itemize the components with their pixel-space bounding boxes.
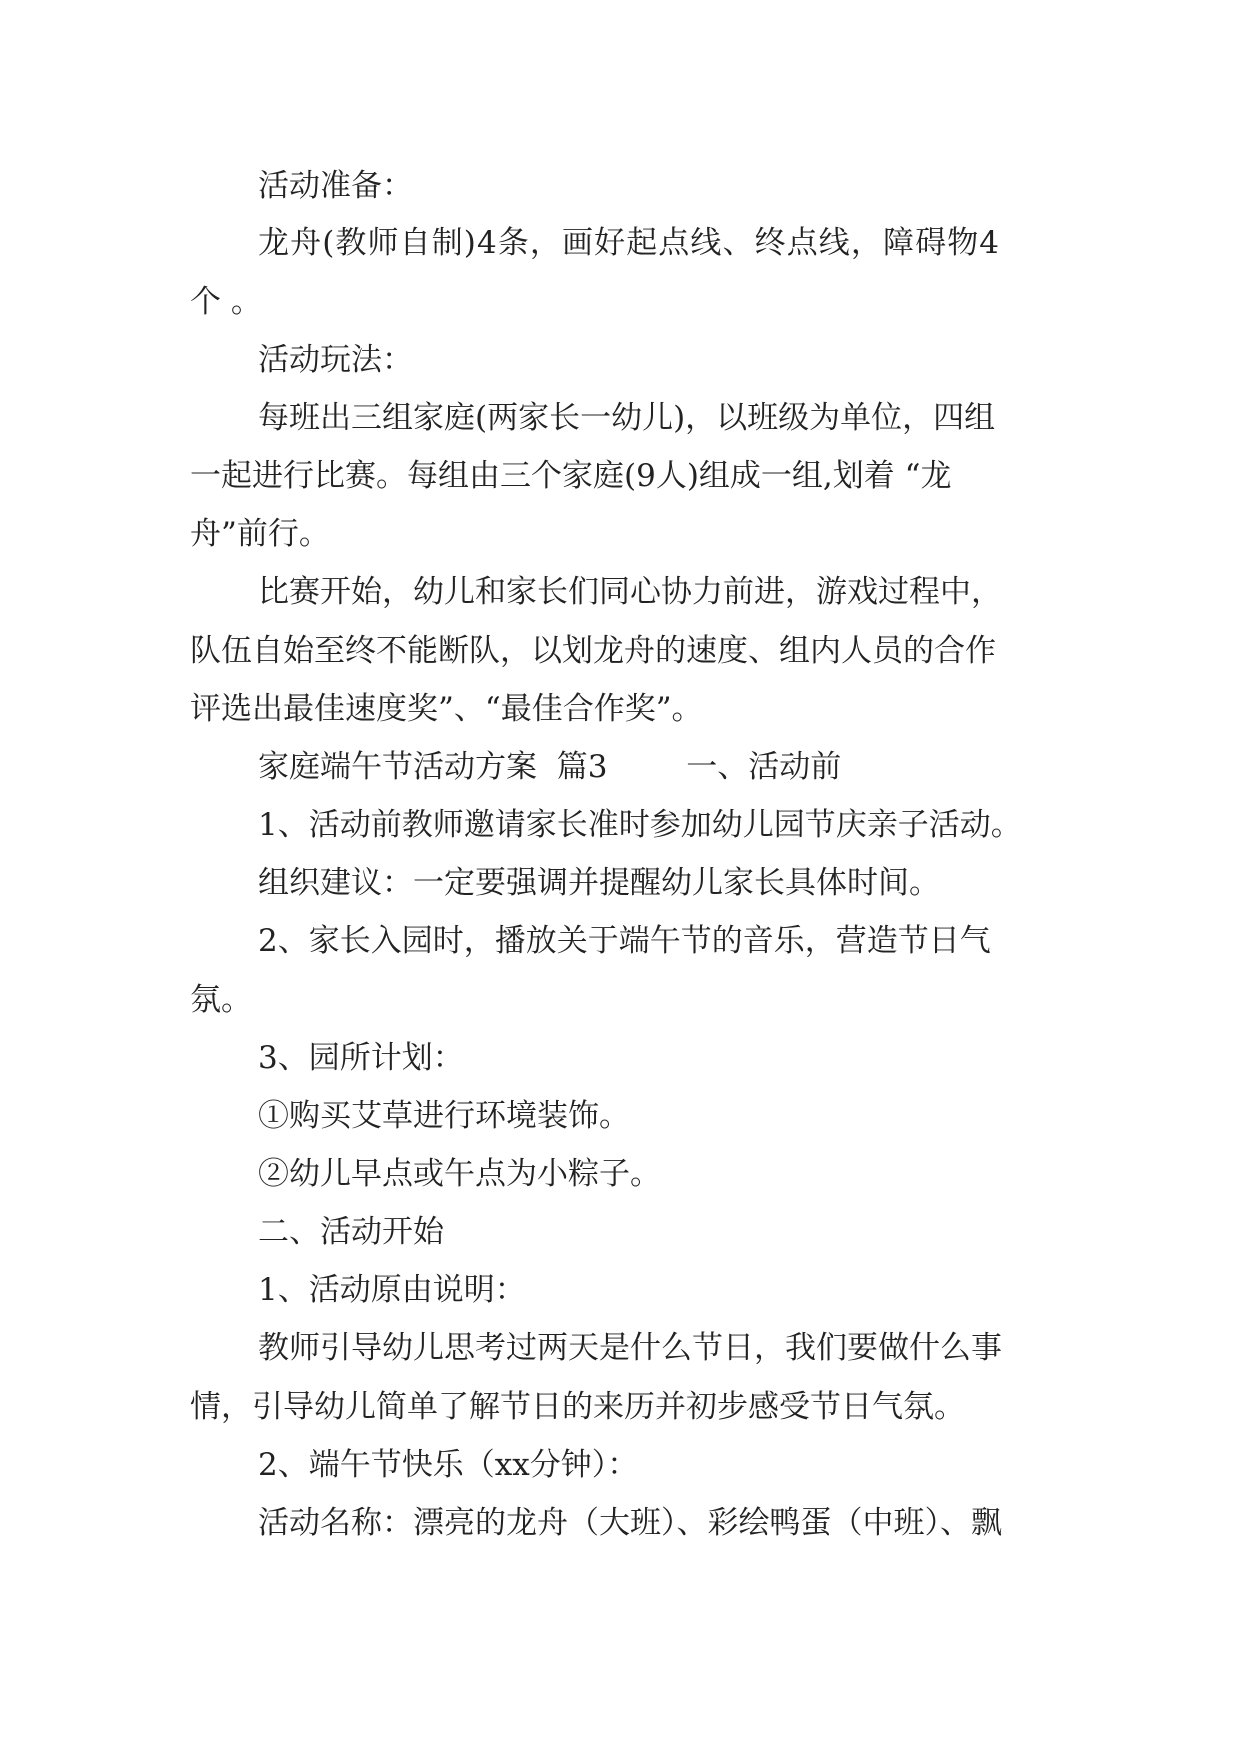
paragraph-line: 个 。	[190, 284, 262, 320]
paragraph-line: 氛。	[190, 982, 252, 1018]
section-heading-activity-start: 二、活动开始	[258, 1214, 444, 1250]
paragraph-line: 组织建议：一定要强调并提醒幼儿家长具体时间。	[258, 865, 940, 901]
paragraph-line: 活动名称：漂亮的龙舟（大班）、彩绘鸭蛋（中班）、飘	[258, 1505, 1002, 1541]
paragraph-line: 龙舟(教师自制)4条，画好起点线、终点线，障碍物4	[258, 225, 1001, 261]
paragraph-line: 2、家长入园时，播放关于端午节的音乐，营造节日气	[258, 923, 991, 959]
paragraph-line: 队伍自始至终不能断队，以划龙舟的速度、组内人员的合作	[190, 633, 996, 669]
heading-activity-rules: 活动玩法：	[258, 342, 413, 378]
list-item: ②幼儿早点或午点为小粽子。	[258, 1156, 661, 1192]
paragraph-line: 教师引导幼儿思考过两天是什么节日，我们要做什么事	[258, 1330, 1002, 1366]
paragraph-line: 一起进行比赛。每组由三个家庭(9人)组成一组,划着 “龙	[190, 458, 952, 494]
paragraph-line: 舟”前行。	[190, 516, 330, 552]
paragraph-line: 评选出最佳速度奖”、“最佳合作奖”。	[190, 691, 703, 727]
paragraph-line: 3、园所计划：	[258, 1040, 464, 1076]
paragraph-line: 1、活动原由说明：	[258, 1272, 526, 1308]
paragraph-line: 情，引导幼儿简单了解节日的来历并初步感受节日气氛。	[190, 1389, 965, 1425]
section-heading-part3: 家庭端午节活动方案 篇3 一、活动前	[258, 749, 842, 785]
heading-activity-preparation: 活动准备：	[258, 168, 413, 204]
list-item: ①购买艾草进行环境装饰。	[258, 1098, 630, 1134]
paragraph-line: 2、端午节快乐（xx分钟）：	[258, 1447, 639, 1483]
paragraph-line: 比赛开始，幼儿和家长们同心协力前进，游戏过程中，	[258, 574, 1002, 610]
paragraph-line: 1、活动前教师邀请家长准时参加幼儿园节庆亲子活动。	[258, 807, 1022, 843]
paragraph-line: 每班出三组家庭(两家长一幼儿)，以班级为单位，四组	[258, 400, 996, 436]
